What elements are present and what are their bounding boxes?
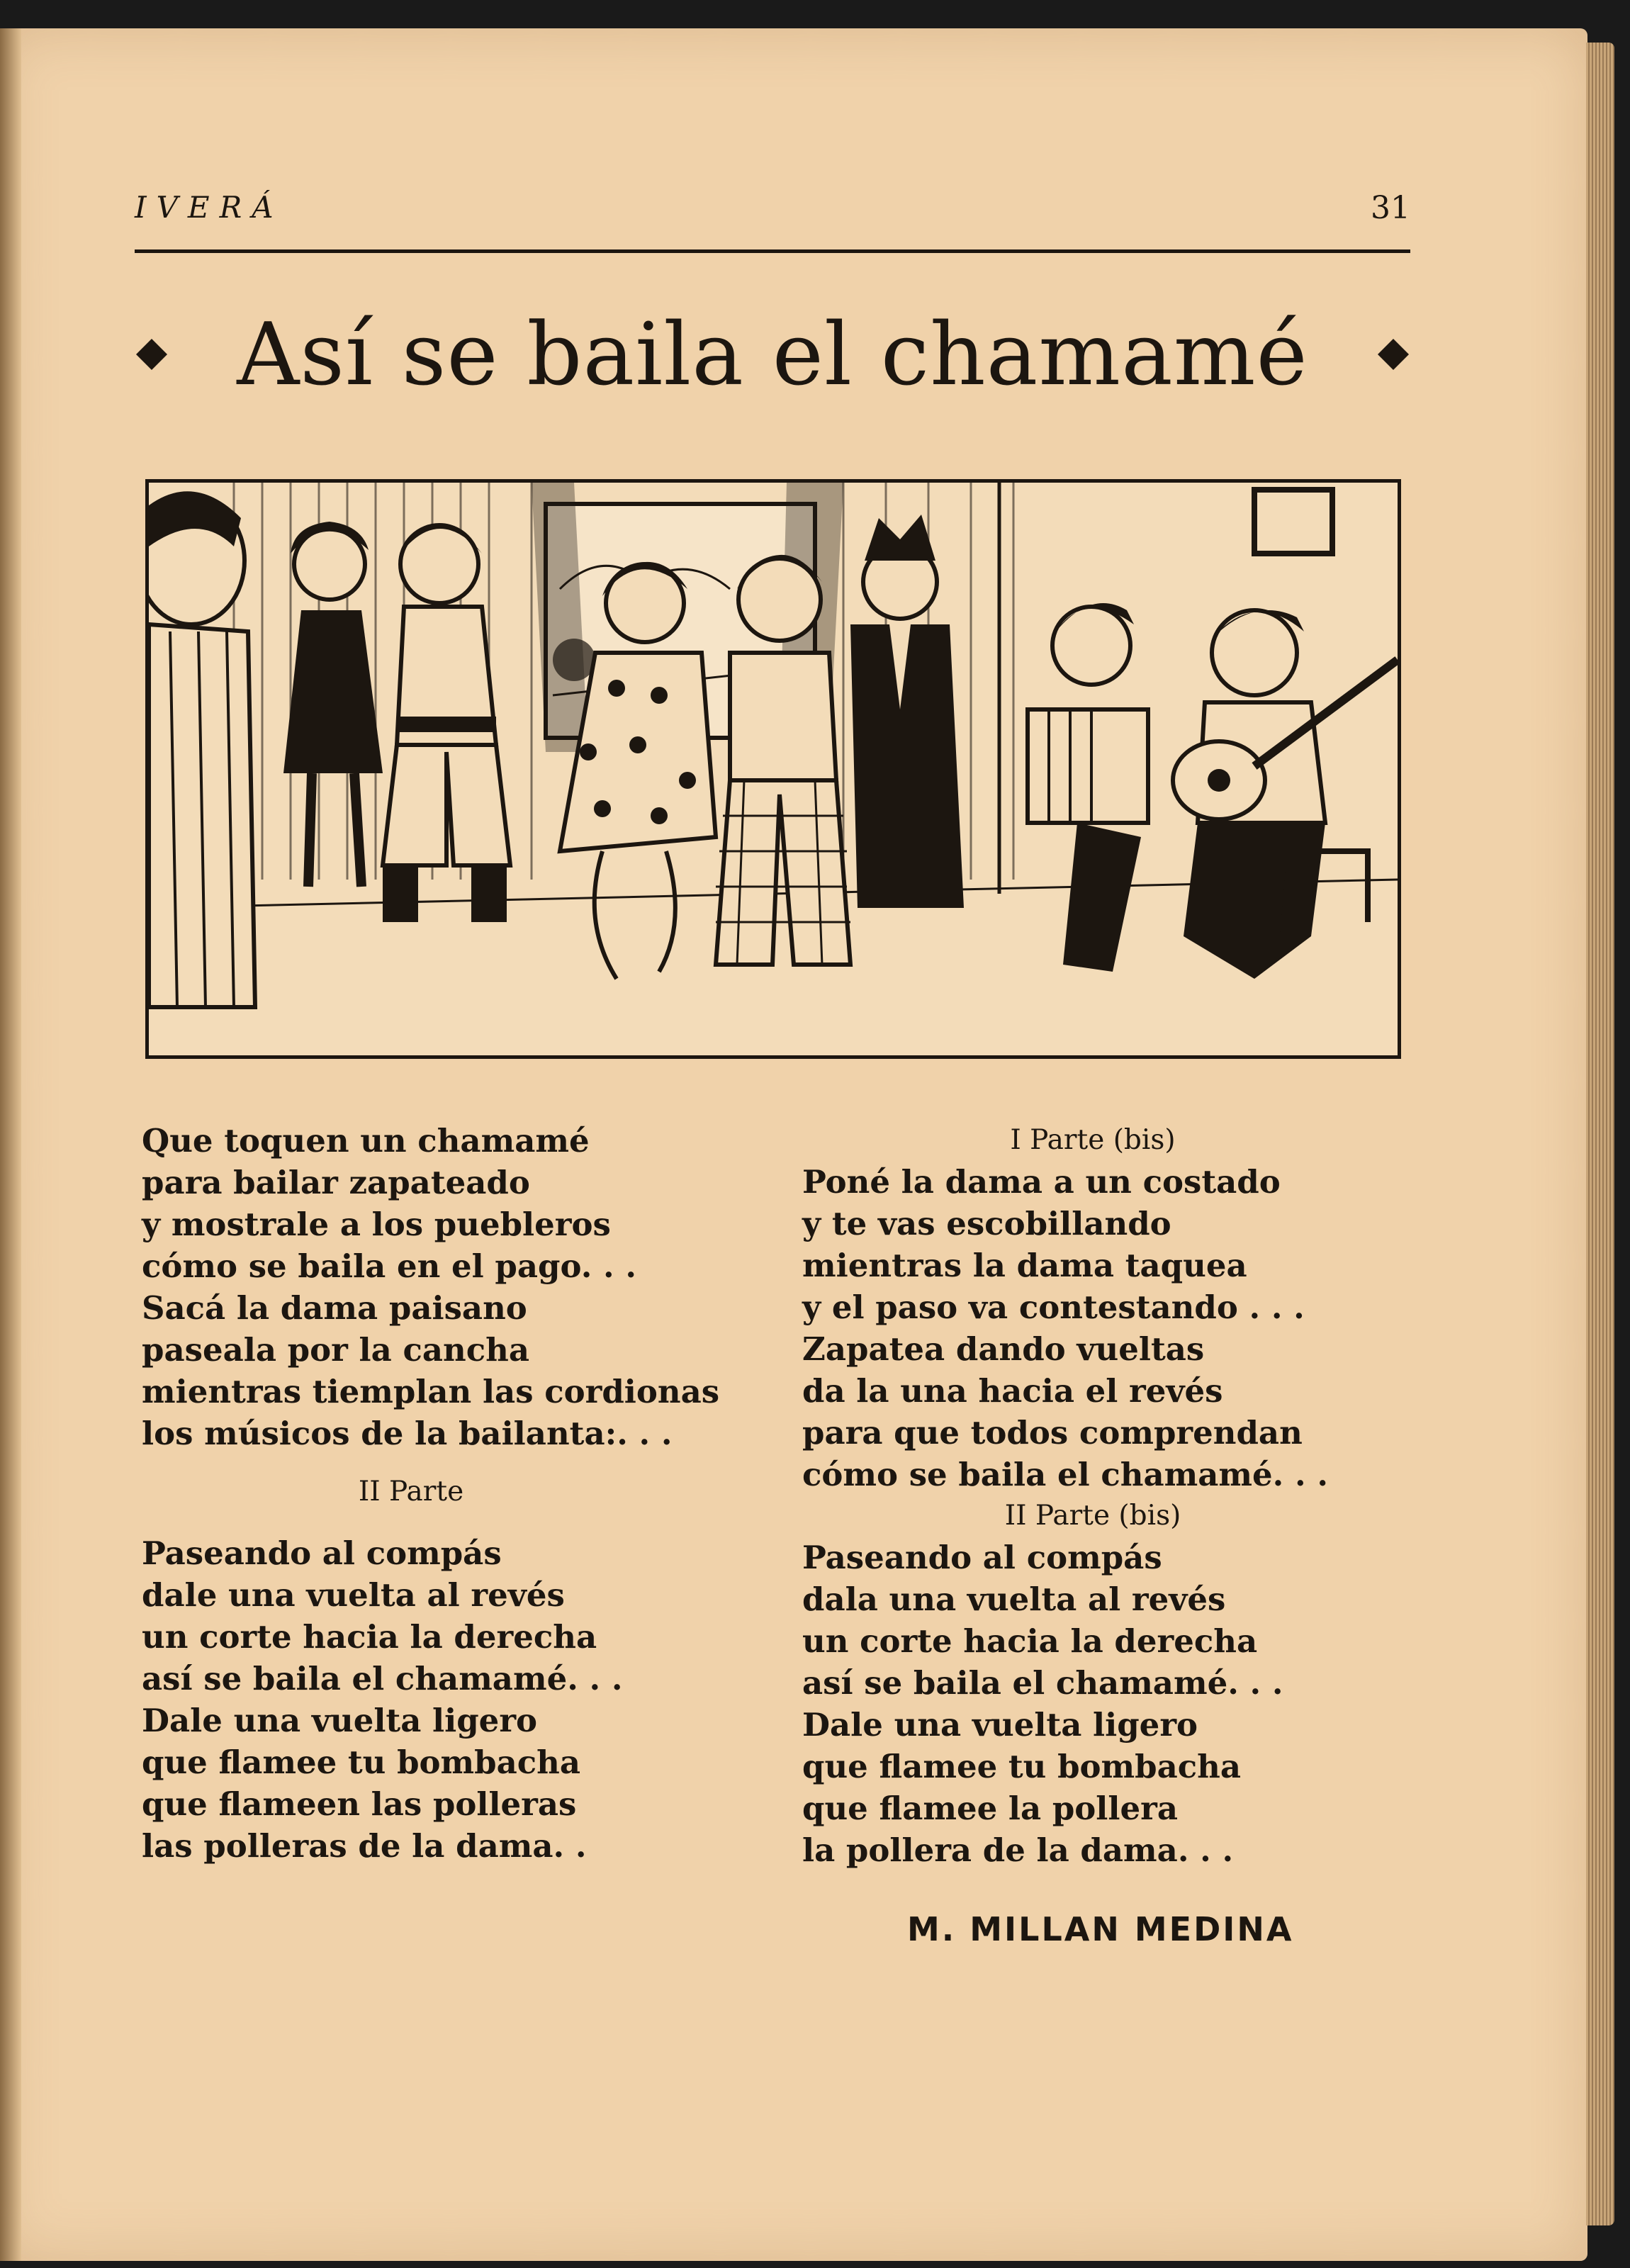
part-heading: I Parte (bis) [1010,1124,1176,1156]
verse-line: Sacá la dama paisano [142,1289,527,1327]
verse-line: Poné la dama a un costado [802,1163,1281,1201]
verse-line: Dale una vuelta ligero [802,1706,1198,1744]
part-heading: II Parte [358,1476,464,1508]
verse-line: y te vas escobillando [802,1205,1171,1242]
verse-line: Dale una vuelta ligero [142,1702,538,1739]
page-number: 31 [1371,190,1410,226]
diamond-icon [135,337,169,371]
verse-line: Que toquen un chamamé [142,1122,590,1160]
verse-line: dala una vuelta al revés [802,1581,1226,1618]
diamond-icon [1376,337,1410,371]
verse-line: mientras tiemplan las cordionas [142,1373,720,1410]
book-gutter [0,28,21,2261]
verse-line: dale una vuelta al revés [142,1576,565,1614]
verse-line: para que todos comprendan [802,1414,1303,1452]
verse-line: los músicos de la bailanta:. . . [142,1415,673,1452]
verse-line: cómo se baila en el pago. . . [142,1247,637,1285]
verse-line: y mostrale a los puebleros [142,1206,611,1243]
author-credit: M. MILLAN MEDINA [907,1910,1294,1948]
verse-line: un corte hacia la derecha [802,1622,1258,1660]
verse-line: y el paso va contestando . . . [802,1289,1305,1326]
verse-line: Zapatea dando vueltas [802,1330,1205,1368]
verse-line: Paseando al compás [142,1534,502,1572]
verse-line: que flamee tu bombacha [802,1748,1242,1785]
running-title: IVERÁ [135,190,283,225]
verse-line: que flameen las polleras [142,1785,577,1823]
verse-line: que flamee la pollera [802,1790,1178,1827]
verse-line: Paseando al compás [802,1539,1162,1576]
title-row [135,298,1410,411]
verse-line: la pollera de la dama. . . [802,1831,1234,1869]
running-head [135,190,1410,240]
page-edges [1586,43,1614,2225]
verse-line: da la una hacia el revés [802,1372,1223,1410]
verse-line: para bailar zapateado [142,1164,530,1201]
left-column [142,1120,765,1867]
verse-line: las polleras de la dama. . [142,1827,587,1865]
dancers-illustration-icon [149,483,1398,1055]
verse-line: que flamee tu bombacha [142,1744,581,1781]
verse-line: mientras la dama taquea [802,1247,1247,1284]
verse-line: así se baila el chamamé. . . [802,1664,1283,1702]
verse-line: cómo se baila el chamamé. . . [802,1456,1328,1493]
verse-line: un corte hacia la derecha [142,1618,597,1656]
song-title: Así se baila el chamamé [237,304,1308,405]
right-column [802,1120,1383,1871]
verse-line: paseala por la cancha [142,1331,529,1369]
header-rule [135,249,1410,253]
dancers-illustration [145,479,1401,1059]
verse-line: así se baila el chamamé. . . [142,1660,623,1697]
part-heading: II Parte (bis) [1004,1500,1181,1532]
